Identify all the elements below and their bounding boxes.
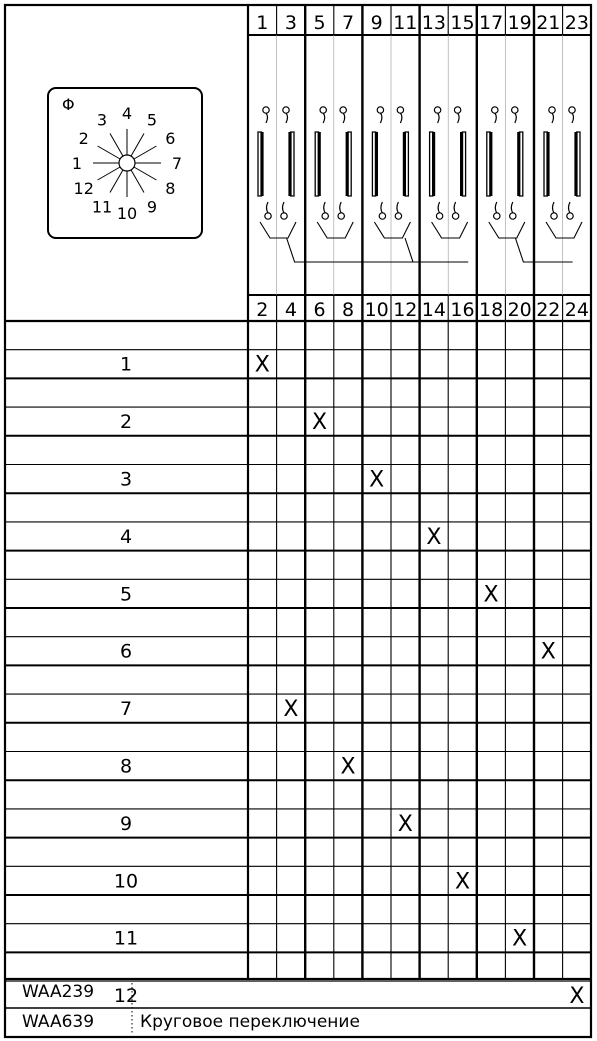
bus-wire [287,238,469,262]
dial-label: 3 [96,110,108,130]
dial-center [119,155,135,171]
position-label: 10 [113,870,139,893]
dial-tick [134,167,157,180]
position-label: 8 [119,755,133,778]
contact-closed-mark: X [369,467,385,493]
top-terminal-label: 23 [564,12,589,34]
top-terminal-label: 1 [256,12,269,34]
contact-symbol [487,107,525,238]
top-terminal-label: 7 [342,12,355,34]
bottom-terminal-label: 12 [393,299,418,321]
position-label: 5 [119,583,133,606]
position-label: 1 [119,353,133,376]
position-label: 6 [119,640,133,663]
top-terminal-label: 15 [450,12,475,34]
contact-closed-mark: X [340,754,356,780]
contact-closed-mark: X [540,639,556,665]
bus-wire [515,238,572,262]
outer-border [5,5,591,1037]
bottom-terminal-label: 14 [421,299,446,321]
bottom-terminal-label: 2 [256,299,269,321]
dial-tick [98,167,121,180]
position-label: 7 [119,698,133,721]
contact-closed-mark: X [283,697,299,723]
contact-closed-mark: X [569,984,585,1010]
dial-label: 1 [71,154,83,173]
contact-closed-mark: X [426,524,442,550]
dial-label: 2 [78,129,89,148]
top-terminal-label: 3 [284,12,297,34]
dial-label: 10 [116,204,138,223]
dial-label: 7 [171,154,183,173]
dial-label: 4 [121,104,133,123]
dial-tick [131,134,144,157]
top-terminal-label: 17 [479,12,504,34]
position-label: 4 [119,525,133,548]
dial-label: 11 [91,197,113,217]
contact-closed-mark: X [454,869,471,895]
contact-closed-mark: X [512,926,528,952]
dial-diagram [48,88,202,238]
bottom-terminal-label: 18 [479,299,504,321]
dial-label: 12 [73,179,94,198]
bottom-terminal-label: 22 [536,299,561,321]
dial-tick [110,170,123,193]
dial-tick [110,134,123,157]
dial-tick [98,146,121,159]
position-label: 2 [119,411,133,434]
contact-closed-mark: X [397,811,413,837]
dial-label: 6 [165,129,176,148]
model-code-1: WAA239 [22,982,95,1002]
top-terminal-label: 21 [536,12,561,34]
top-terminal-label: 9 [370,12,383,34]
contact-closed-mark: X [483,582,499,608]
bottom-terminal-label: 24 [564,299,589,321]
model-description: Круговое переключение [140,1012,360,1032]
bottom-terminal-label: 16 [450,299,475,321]
contact-symbol [372,107,410,238]
dial-label: 5 [146,110,158,130]
top-terminal-label: 5 [313,12,326,34]
bottom-terminal-label: 20 [507,299,532,321]
contact-closed-mark: X [311,410,328,436]
position-label: 11 [113,927,139,950]
top-terminal-label: 11 [393,12,418,34]
dial-label: 9 [146,197,158,217]
bottom-terminal-label: 6 [313,299,326,321]
model-code-2: WAA639 [22,1012,95,1032]
dial-tick [134,146,157,159]
contact-symbol [430,107,468,238]
bottom-terminal-label: 8 [342,299,355,321]
top-terminal-label: 13 [421,12,446,34]
position-label: 9 [119,812,133,835]
contact-closed-mark: X [254,352,270,378]
bottom-terminal-label: 10 [364,299,389,321]
position-label: 12 [113,985,139,1008]
contact-symbol [258,107,296,238]
dial-symbol: Φ [62,95,75,114]
contact-symbol [315,107,353,238]
top-terminal-label: 19 [507,12,532,34]
bus-wire [405,238,413,262]
position-label: 3 [119,468,133,491]
dial-label: 8 [165,179,176,198]
bottom-terminal-label: 4 [284,299,297,321]
dial-tick [131,170,144,193]
contact-symbol [544,107,582,238]
